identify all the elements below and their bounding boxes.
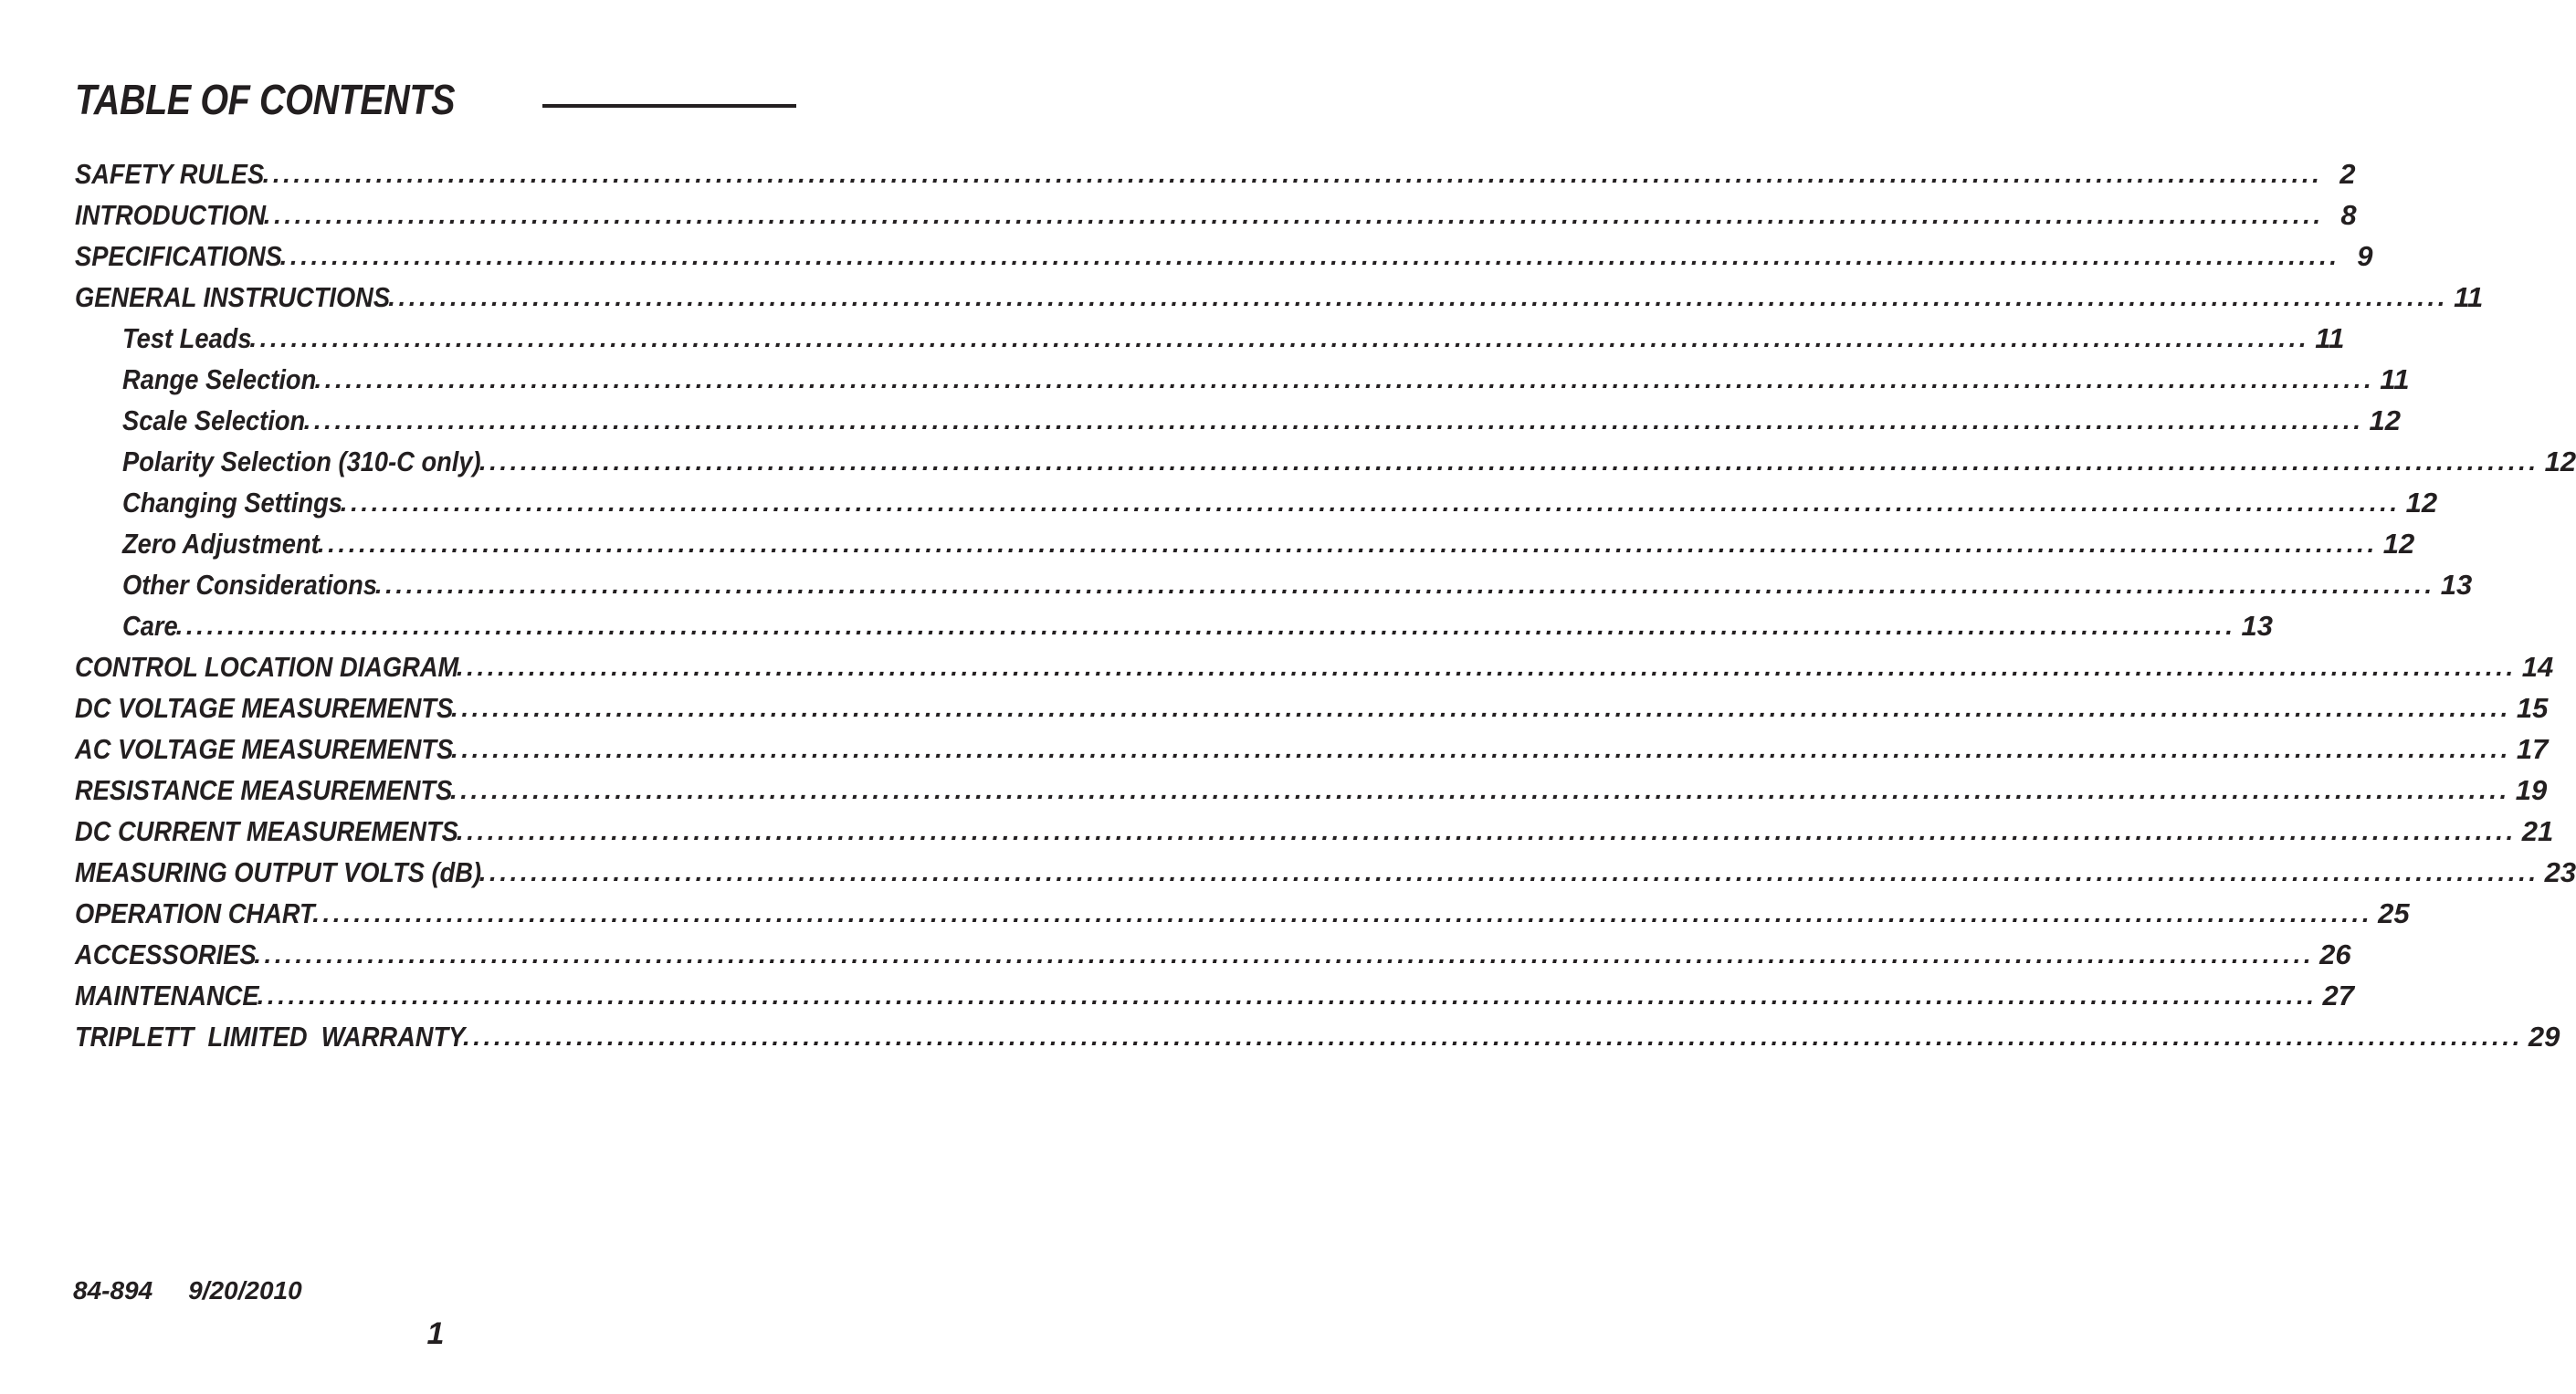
- toc-leader-dots: ........................................................................................................................................................................................................: [279, 241, 2340, 270]
- toc-entry-page: 23: [2544, 855, 2576, 888]
- toc-entry: [122, 605, 2273, 646]
- toc-leader-dots: ........................................................................................................................................................................................................: [257, 980, 2318, 1010]
- toc-entry: [122, 400, 2401, 441]
- toc-entry-label: SPECIFICATIONS: [75, 239, 282, 272]
- toc-entry: [75, 770, 2548, 811]
- toc-entry: [75, 934, 2351, 975]
- page-number: 1: [426, 1316, 445, 1351]
- toc-entry-label: TRIPLETT LIMITED WARRANTY: [75, 1020, 466, 1053]
- toc-leader-dots: ........................................................................................................................................................................................................: [478, 857, 2539, 886]
- toc-leader-dots: ........................................................................................................................................................................................................: [249, 323, 2310, 352]
- toc-leader-dots: ........................................................................................................................................................................................................: [340, 487, 2401, 517]
- page-title: TABLE OF CONTENTS: [75, 76, 456, 123]
- toc-entry-label: Care: [122, 609, 178, 642]
- toc-entry-label: GENERAL INSTRUCTIONS: [75, 280, 391, 313]
- toc-entry: [75, 277, 2484, 318]
- toc-entry: [75, 153, 2356, 194]
- toc-entry-label: Polarity Selection (310-C only): [122, 445, 481, 477]
- toc-leader-dots: ........................................................................................................................................................................................................: [303, 405, 2364, 435]
- toc-leader-dots: ........................................................................................................................................................................................................: [449, 775, 2510, 804]
- toc-entry: [75, 811, 2554, 852]
- toc-entry: [75, 893, 2410, 934]
- toc-entry-label: Changing Settings: [122, 486, 342, 519]
- toc-entry: [122, 441, 2576, 482]
- toc-entry: [75, 646, 2554, 687]
- toc-entry-label: MEASURING OUTPUT VOLTS (dB): [75, 855, 482, 888]
- toc-leader-dots: ........................................................................................................................................................................................................: [263, 200, 2324, 229]
- toc-entry-page: 21: [2521, 814, 2554, 847]
- toc-entry-label: OPERATION CHART: [75, 896, 315, 929]
- toc-leader-dots: ........................................................................................................................................................................................................: [388, 282, 2449, 311]
- toc-leader-dots: ........................................................................................................................................................................................................: [262, 159, 2323, 188]
- toc-entry: [122, 359, 2410, 400]
- toc-entry-page: 29: [2528, 1020, 2560, 1053]
- toc-entry-label: CONTROL LOCATION DIAGRAM: [75, 650, 459, 683]
- toc-leader-dots: ........................................................................................................................................................................................................: [175, 611, 2236, 640]
- toc-entry: [122, 482, 2438, 523]
- toc-entry-label: AC VOLTAGE MEASUREMENTS: [75, 732, 454, 765]
- toc-leader-dots: ........................................................................................................................................................................................................: [451, 734, 2511, 763]
- toc-entry-page: 13: [2241, 609, 2273, 642]
- toc-entry-label: Other Considerations: [122, 568, 377, 601]
- toc-entry-label: MAINTENANCE: [75, 979, 259, 1011]
- footer-document-info: [73, 1276, 302, 1305]
- toc-entry-page: 17: [2516, 732, 2549, 765]
- document-date: 9/20/2010: [188, 1276, 302, 1305]
- toc-entry-label: DC CURRENT MEASUREMENTS: [75, 814, 458, 847]
- toc-entry-label: DC VOLTAGE MEASUREMENTS: [75, 691, 454, 724]
- toc-entry-label: RESISTANCE MEASUREMENTS: [75, 773, 453, 806]
- toc-entry: [122, 523, 2415, 564]
- toc-entry-page: 11: [2315, 321, 2345, 354]
- toc-entry-page: 2: [2339, 157, 2356, 190]
- toc-entry-label: INTRODUCTION: [75, 198, 267, 231]
- toc-entry-label: SAFETY RULES: [75, 157, 265, 190]
- toc-entry: [122, 564, 2473, 605]
- toc-leader-dots: ........................................................................................................................................................................................................: [478, 446, 2539, 476]
- toc-entry: [75, 852, 2576, 893]
- toc-entry-page: 11: [2380, 362, 2410, 395]
- toc-entry-label: ACCESSORIES: [75, 938, 257, 970]
- toc-entry: [75, 1016, 2560, 1057]
- toc-entry: [75, 975, 2354, 1016]
- document-code: 84-894: [73, 1276, 153, 1305]
- toc-entry-page: 13: [2440, 568, 2473, 601]
- toc-leader-dots: ........................................................................................................................................................................................................: [451, 693, 2511, 722]
- toc-leader-dots: ........................................................................................................................................................................................................: [254, 939, 2315, 969]
- toc-entry: [75, 728, 2549, 770]
- toc-entry-page: 8: [2340, 198, 2357, 231]
- toc-entry-page: 26: [2319, 938, 2351, 970]
- toc-entry: [75, 687, 2549, 728]
- toc-entry-page: 12: [2544, 445, 2576, 477]
- title-rule: [542, 104, 796, 108]
- toc-leader-dots: ........................................................................................................................................................................................................: [463, 1022, 2523, 1051]
- toc-entry-label: Test Leads: [122, 321, 252, 354]
- toc-entry: [122, 318, 2345, 359]
- toc-leader-dots: ........................................................................................................................................................................................................: [456, 816, 2517, 845]
- toc-entry: [75, 236, 2373, 277]
- toc-entry-page: 12: [2382, 527, 2415, 560]
- toc-entry-label: Zero Adjustment: [122, 527, 320, 560]
- toc-entry-page: 11: [2454, 280, 2484, 313]
- toc-entry-page: 12: [2369, 404, 2401, 436]
- toc-leader-dots: ........................................................................................................................................................................................................: [317, 529, 2378, 558]
- toc-entry-label: Scale Selection: [122, 404, 306, 436]
- toc-entry-page: 27: [2322, 979, 2354, 1011]
- toc-entry-page: 14: [2521, 650, 2554, 683]
- toc-entry-page: 9: [2357, 239, 2373, 272]
- toc-entry-page: 19: [2515, 773, 2548, 806]
- toc-entry-page: 15: [2516, 691, 2549, 724]
- toc-leader-dots: ........................................................................................................................................................................................................: [314, 364, 2375, 393]
- toc-entry-page: 12: [2405, 486, 2438, 519]
- toc-leader-dots: ........................................................................................................................................................................................................: [312, 898, 2373, 928]
- toc-entry-page: 25: [2378, 896, 2410, 929]
- toc-leader-dots: ........................................................................................................................................................................................................: [374, 570, 2435, 599]
- page-title-row: [75, 66, 796, 121]
- toc-entry-label: Range Selection: [122, 362, 317, 395]
- toc-leader-dots: ........................................................................................................................................................................................................: [456, 652, 2517, 681]
- toc-entry: [75, 194, 2357, 236]
